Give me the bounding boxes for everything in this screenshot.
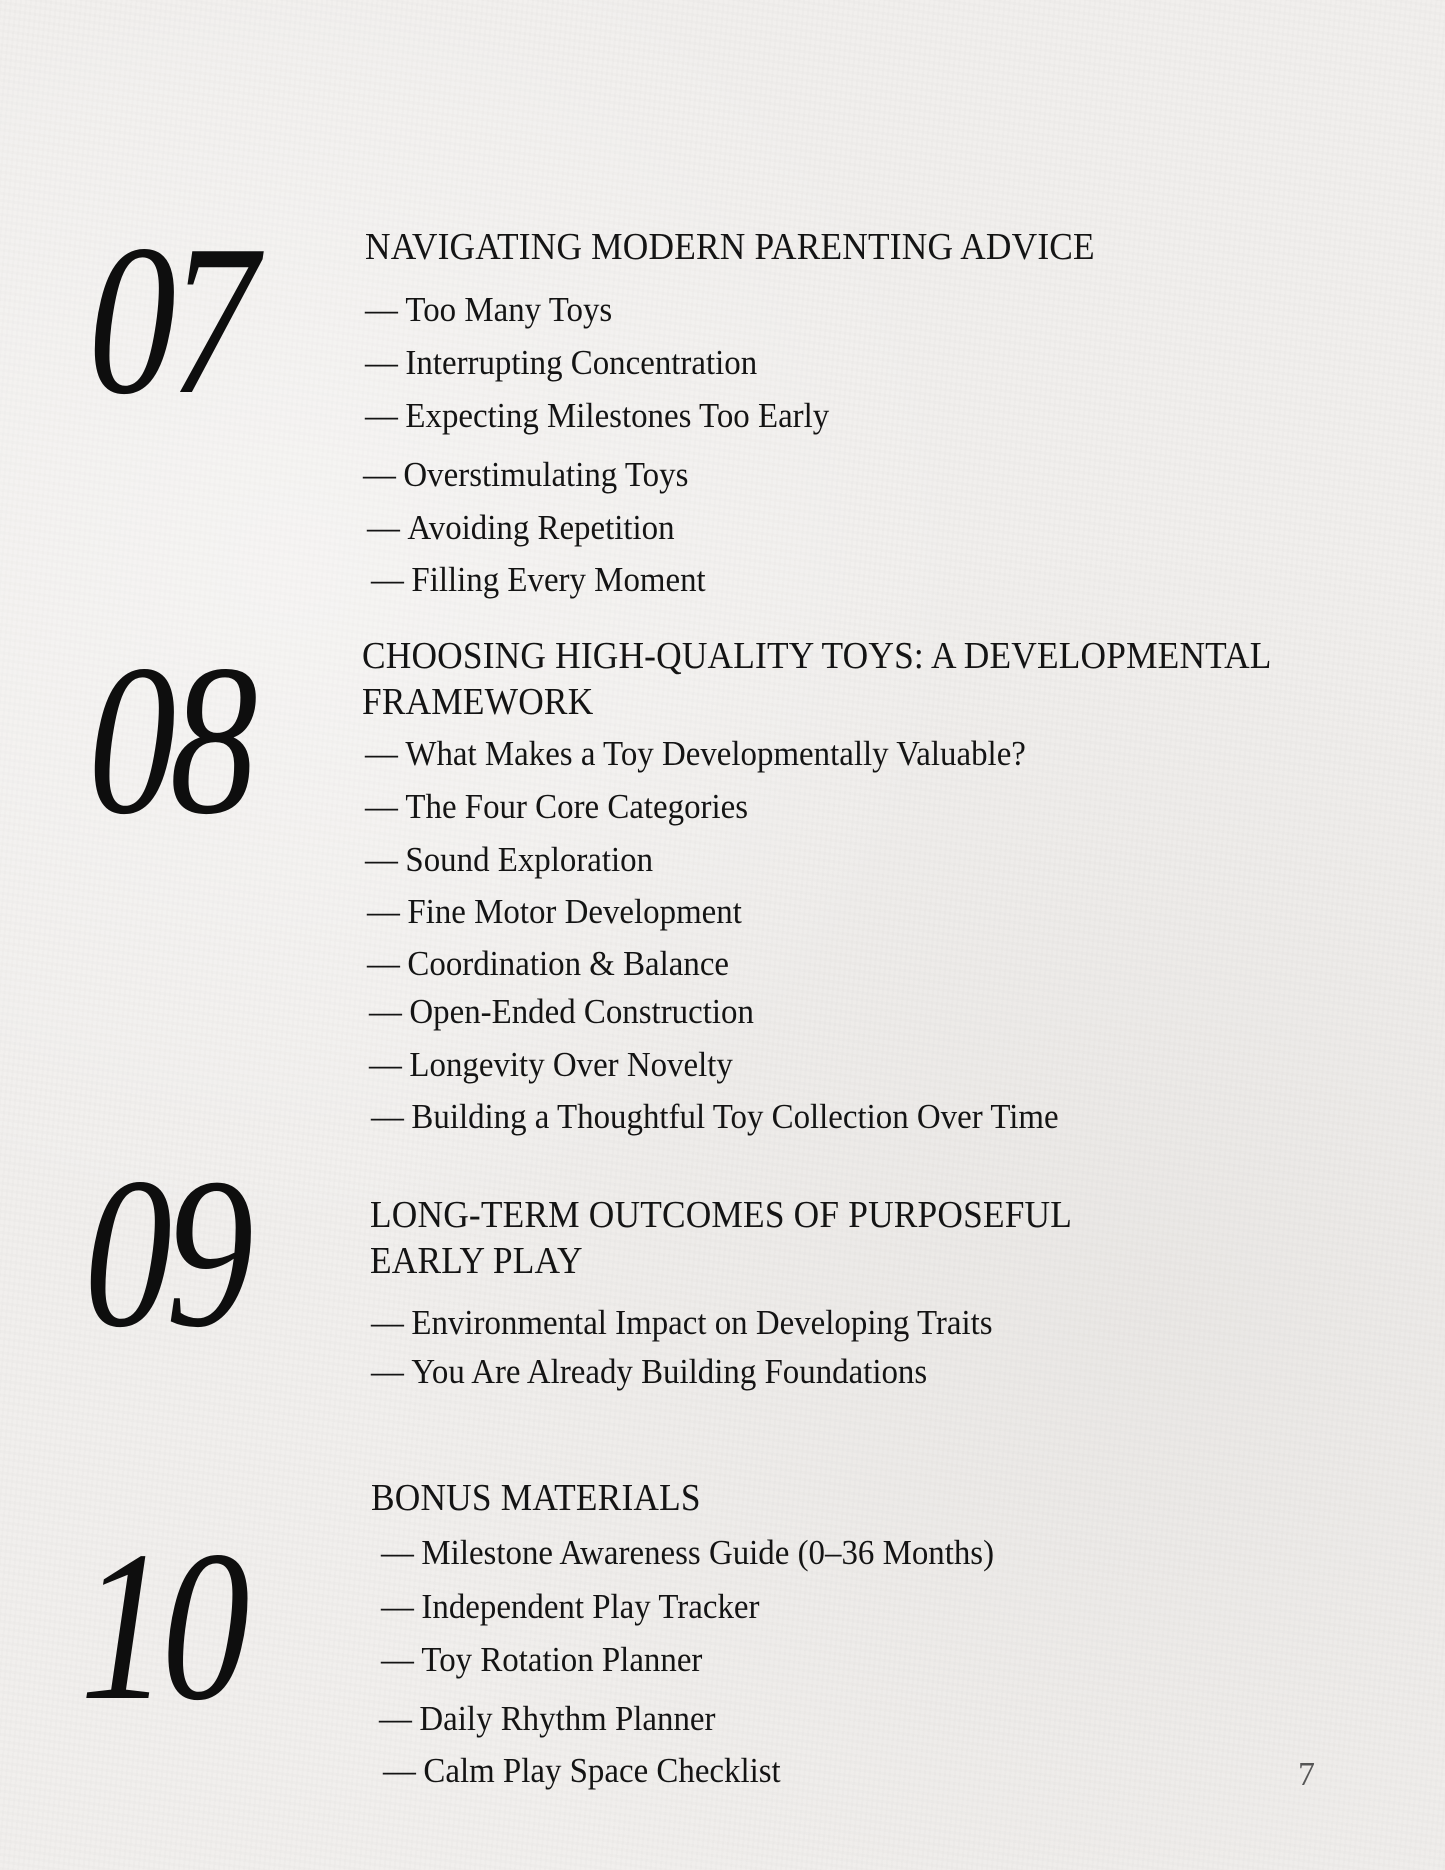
dash: — bbox=[369, 992, 402, 1031]
toc-item-label: The Four Core Categories bbox=[405, 787, 749, 826]
dash: — bbox=[367, 508, 400, 547]
section-title: BONUS MATERIALS bbox=[371, 1477, 701, 1519]
toc-item-label: Interrupting Concentration bbox=[405, 343, 758, 382]
dash: — bbox=[371, 560, 404, 599]
dash: — bbox=[379, 1699, 412, 1738]
dash: — bbox=[369, 1045, 402, 1084]
toc-item-label: Open-Ended Construction bbox=[409, 992, 754, 1031]
toc-item-label: You Are Already Building Foundations bbox=[411, 1352, 928, 1391]
toc-item[interactable] bbox=[369, 1045, 733, 1085]
section-title-line-2: FRAMEWORK bbox=[362, 681, 594, 723]
toc-item[interactable] bbox=[365, 734, 1026, 774]
dash: — bbox=[363, 455, 396, 494]
toc-item-label: Building a Thoughtful Toy Collection Over Time bbox=[411, 1097, 1059, 1136]
toc-item[interactable] bbox=[379, 1699, 715, 1739]
section-number: 09 bbox=[84, 1133, 248, 1372]
dash: — bbox=[371, 1303, 404, 1342]
toc-item-label: Longevity Over Novelty bbox=[409, 1045, 733, 1084]
toc-item-label: Milestone Awareness Guide (0–36 Months) bbox=[421, 1533, 995, 1572]
dash: — bbox=[365, 840, 398, 879]
toc-item[interactable] bbox=[363, 455, 688, 495]
section-number: 07 bbox=[88, 200, 252, 439]
section-title: CHOOSING HIGH-QUALITY TOYS: A DEVELOPMENTAL bbox=[362, 635, 1272, 677]
toc-item[interactable] bbox=[365, 840, 653, 880]
toc-item[interactable] bbox=[365, 343, 757, 383]
dash: — bbox=[367, 892, 400, 931]
toc-item-label: Calm Play Space Checklist bbox=[423, 1751, 781, 1790]
toc-item-label: Avoiding Repetition bbox=[407, 508, 675, 547]
toc-item[interactable] bbox=[371, 560, 706, 600]
toc-item-label: Sound Exploration bbox=[405, 840, 654, 879]
dash: — bbox=[365, 396, 398, 435]
dash: — bbox=[365, 343, 398, 382]
toc-item[interactable] bbox=[367, 944, 729, 984]
section-title: NAVIGATING MODERN PARENTING ADVICE bbox=[365, 226, 1095, 268]
toc-item[interactable] bbox=[367, 508, 675, 548]
toc-item[interactable] bbox=[381, 1533, 994, 1573]
section-title: LONG-TERM OUTCOMES OF PURPOSEFUL bbox=[370, 1194, 1073, 1236]
dash: — bbox=[381, 1640, 414, 1679]
section-number: 10 bbox=[80, 1506, 244, 1745]
toc-item-label: Environmental Impact on Developing Traits bbox=[411, 1303, 993, 1342]
toc-item[interactable] bbox=[383, 1751, 781, 1791]
toc-item[interactable] bbox=[371, 1352, 927, 1392]
toc-item-label: Too Many Toys bbox=[405, 290, 613, 329]
toc-item-label: Overstimulating Toys bbox=[403, 455, 689, 494]
page-number: 7 bbox=[1298, 1756, 1315, 1793]
toc-item[interactable] bbox=[381, 1640, 702, 1680]
toc-item[interactable] bbox=[365, 396, 829, 436]
toc-item[interactable] bbox=[371, 1097, 1059, 1137]
toc-item[interactable] bbox=[369, 992, 754, 1032]
toc-item-label: What Makes a Toy Developmentally Valuable? bbox=[405, 734, 1026, 773]
toc-item-label: Coordination & Balance bbox=[407, 944, 730, 983]
toc-item-label: Filling Every Moment bbox=[411, 560, 706, 599]
dash: — bbox=[381, 1587, 414, 1626]
toc-item-label: Independent Play Tracker bbox=[421, 1587, 760, 1626]
section-number: 08 bbox=[88, 620, 252, 859]
toc-item-label: Daily Rhythm Planner bbox=[419, 1699, 716, 1738]
toc-item-label: Expecting Milestones Too Early bbox=[405, 396, 830, 435]
dash: — bbox=[371, 1097, 404, 1136]
toc-item-label: Fine Motor Development bbox=[407, 892, 742, 931]
toc-item[interactable] bbox=[371, 1303, 993, 1343]
dash: — bbox=[365, 734, 398, 773]
dash: — bbox=[365, 787, 398, 826]
toc-item[interactable] bbox=[365, 290, 612, 330]
dash: — bbox=[371, 1352, 404, 1391]
dash: — bbox=[365, 290, 398, 329]
dash: — bbox=[383, 1751, 416, 1790]
dash: — bbox=[367, 944, 400, 983]
toc-item[interactable] bbox=[381, 1587, 759, 1627]
dash: — bbox=[381, 1533, 414, 1572]
toc-item-label: Toy Rotation Planner bbox=[421, 1640, 703, 1679]
section-title-line-2: EARLY PLAY bbox=[370, 1240, 583, 1282]
toc-item[interactable] bbox=[367, 892, 742, 932]
toc-item[interactable] bbox=[365, 787, 748, 827]
